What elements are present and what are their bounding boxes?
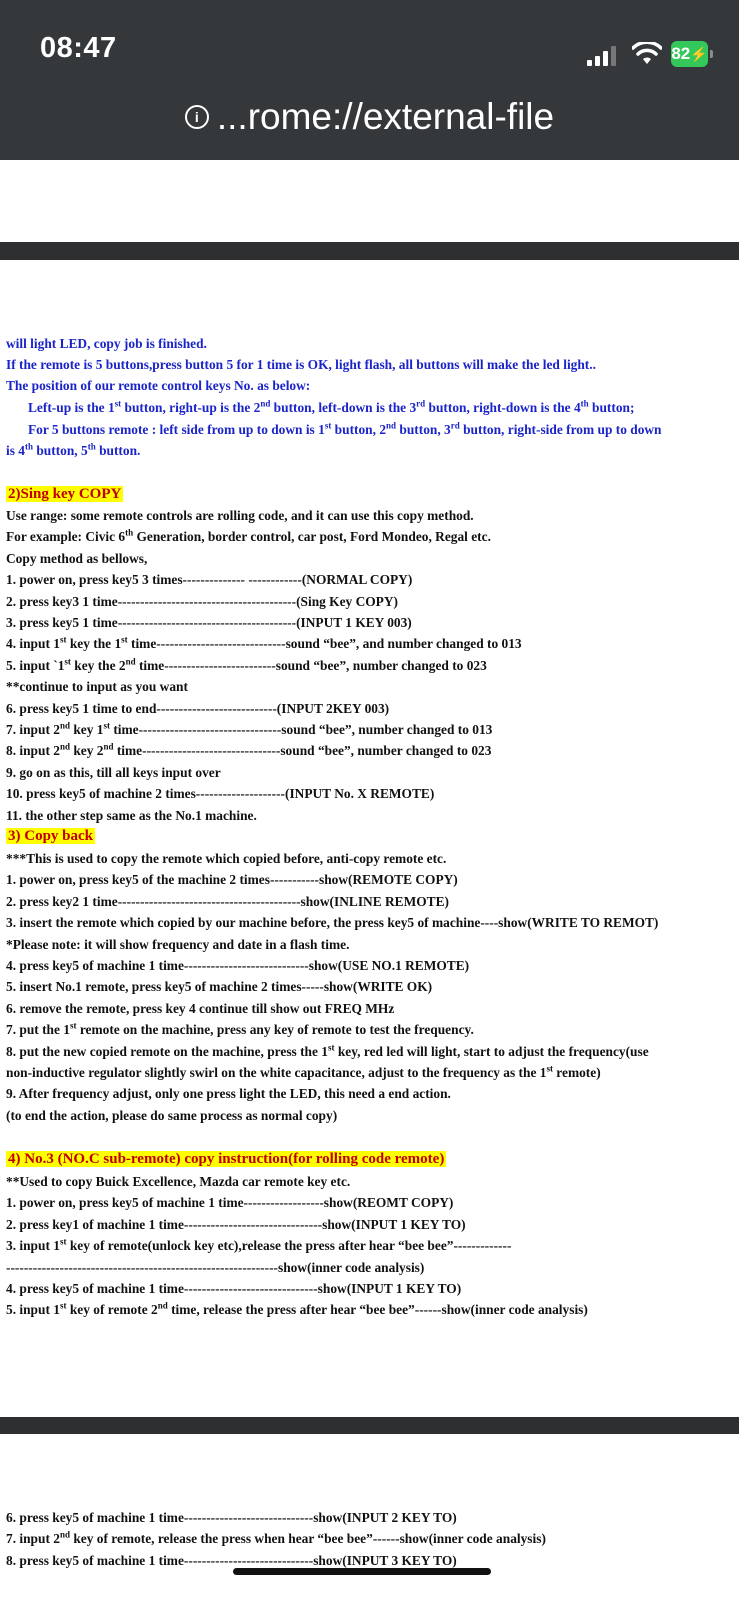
text-line: is 4th button, 5th button.	[6, 441, 141, 458]
section-heading-text: 4) No.3 (NO.C sub-remote) copy instruction(for rolling code remote)	[8, 1151, 445, 1167]
status-bar	[0, 0, 739, 160]
text-line: 4. press key5 of machine 1 time------------------------------show(INPUT 1 KEY TO)	[6, 1281, 462, 1296]
text-line: 3. press key5 1 time----------------------------------------(INPUT 1 KEY 003)	[6, 615, 412, 630]
text-line: ***This is used to copy the remote which copied before, anti-copy remote etc.	[6, 851, 447, 866]
text-line: 8. press key5 of machine 1 time-----------------------------show(INPUT 3 KEY TO)	[6, 1552, 457, 1568]
page-separator	[0, 242, 739, 260]
url-bar[interactable]	[0, 96, 739, 146]
text-line: 1. power on, press key5 of machine 1 time------------------show(REOMT COPY)	[6, 1195, 454, 1211]
text-line: 9. After frequency adjust, only one press light the LED, this need a end action.	[6, 1086, 451, 1102]
section-heading	[6, 486, 735, 502]
info-icon[interactable]: i	[185, 105, 209, 129]
text-line: 7. put the 1st remote on the machine, press any key of remote to test the frequency.	[6, 1020, 474, 1038]
battery-level: 82	[671, 44, 691, 63]
text-line: 7. input 2nd key of remote, release the press when hear “bee bee”------show(inner code analysis)	[6, 1529, 546, 1547]
text-line: *Please note: it will show frequency and date in a flash time.	[6, 936, 350, 952]
text-line: 4. input 1st key the 1st time-----------------------------sound “bee”, and number changed to 013	[6, 634, 522, 652]
text-line: 1. power on, press key5 3 times-------------- ------------(NORMAL COPY)	[6, 572, 413, 588]
text-line: 6. remove the remote, press key 4 continue till show out FREQ MHz	[6, 1000, 395, 1016]
text-line: 4. press key5 of machine 1 time----------------------------show(USE NO.1 REMOTE)	[6, 958, 470, 973]
text-line: **Used to copy Buick Excellence, Mazda car remote key etc.	[6, 1174, 351, 1189]
text-line: 6. press key5 1 time to end---------------------------(INPUT 2KEY 003)	[6, 700, 390, 716]
battery-cap	[710, 50, 713, 58]
text-line: 10. press key5 of machine 2 times--------------------(INPUT No. X REMOTE)	[6, 786, 435, 802]
text-line: 5. insert No.1 remote, press key5 of machine 2 times-----show(WRITE OK)	[6, 979, 433, 995]
text-line: **continue to input as you want	[6, 679, 188, 695]
section-heading-text: 2)Sing key COPY	[8, 486, 122, 502]
text-line: 8. input 2nd key 2nd time-------------------------------sound “bee”, number changed to 023	[6, 741, 492, 759]
text-line: 6. press key5 of machine 1 time-----------------------------show(INPUT 2 KEY TO)	[6, 1510, 457, 1525]
section-heading-text: 3) Copy back	[8, 828, 94, 844]
status-time: 08:47	[40, 32, 117, 64]
section-heading	[6, 1151, 735, 1167]
text-line: Copy method as bellows,	[6, 550, 148, 566]
text-line: will light LED, copy job is finished.	[6, 336, 207, 351]
battery-icon: 82⚡	[671, 41, 708, 67]
text-line: 9. go on as this, till all keys input over	[6, 764, 221, 780]
text-line: -------------------------------------------------------------show(inner code analysis)	[6, 1259, 425, 1275]
text-line: 5. input `1st key the 2nd time-------------------------sound “bee”, number changed to 023	[6, 656, 487, 673]
text-line: For example: Civic 6th Generation, border control, car post, Ford Mondeo, Regal etc.	[6, 527, 491, 545]
home-indicator	[233, 1568, 491, 1575]
page-separator	[0, 1417, 739, 1434]
text-line: non-inductive regulator slightly swirl on the white capacitance, adjust to the frequency as the 1st remote)	[6, 1063, 601, 1080]
url-text: ...rome://external-file	[216, 96, 555, 137]
text-line: 5. input 1st key of remote 2nd time, release the press after hear “bee bee”------show(inner code analysis)	[6, 1300, 588, 1318]
text-line: 2. press key1 of machine 1 time-------------------------------show(INPUT 1 KEY TO)	[6, 1216, 466, 1232]
text-line: 2. press key3 1 time----------------------------------------(Sing Key COPY)	[6, 593, 398, 609]
text-line: Left-up is the 1st button, right-up is the 2nd button, left-down is the 3rd button, right-down is the 4th button;	[28, 398, 635, 415]
text-line: 7. input 2nd key 1st time--------------------------------sound “bee”, number changed to 013	[6, 720, 493, 737]
text-line: (to end the action, please do same process as normal copy)	[6, 1107, 338, 1123]
text-line: 11. the other step same as the No.1 machine.	[6, 807, 257, 823]
text-line: Use range: some remote controls are rolling code, and it can use this copy method.	[6, 508, 474, 523]
text-line: 3. input 1st key of remote(unlock key etc),release the press after hear “bee bee”-------------	[6, 1236, 512, 1254]
cellular-signal-icon	[587, 46, 617, 66]
text-line: 2. press key2 1 time-----------------------------------------show(INLINE REMOTE)	[6, 893, 449, 909]
text-line: 8. put the new copied remote on the machine, press the 1st key, red led will light, start to adjust the frequency(use	[6, 1042, 649, 1059]
text-line: 3. insert the remote which copied by our machine before, the press key5 of machine----show(WRITE TO REMOT)	[6, 915, 659, 931]
text-line: The position of our remote control keys No. as below:	[6, 378, 311, 393]
text-line: If the remote is 5 buttons,press button 5 for 1 time is OK, light flash, all buttons will make the led light..	[6, 357, 596, 372]
section-heading	[6, 828, 735, 844]
text-line: For 5 buttons remote : left side from up to down is 1st button, 2nd button, 3rd button, right-side from up to down	[28, 420, 662, 437]
wifi-icon	[632, 42, 662, 66]
text-line: 1. power on, press key5 of the machine 2 times-----------show(REMOTE COPY)	[6, 872, 458, 888]
